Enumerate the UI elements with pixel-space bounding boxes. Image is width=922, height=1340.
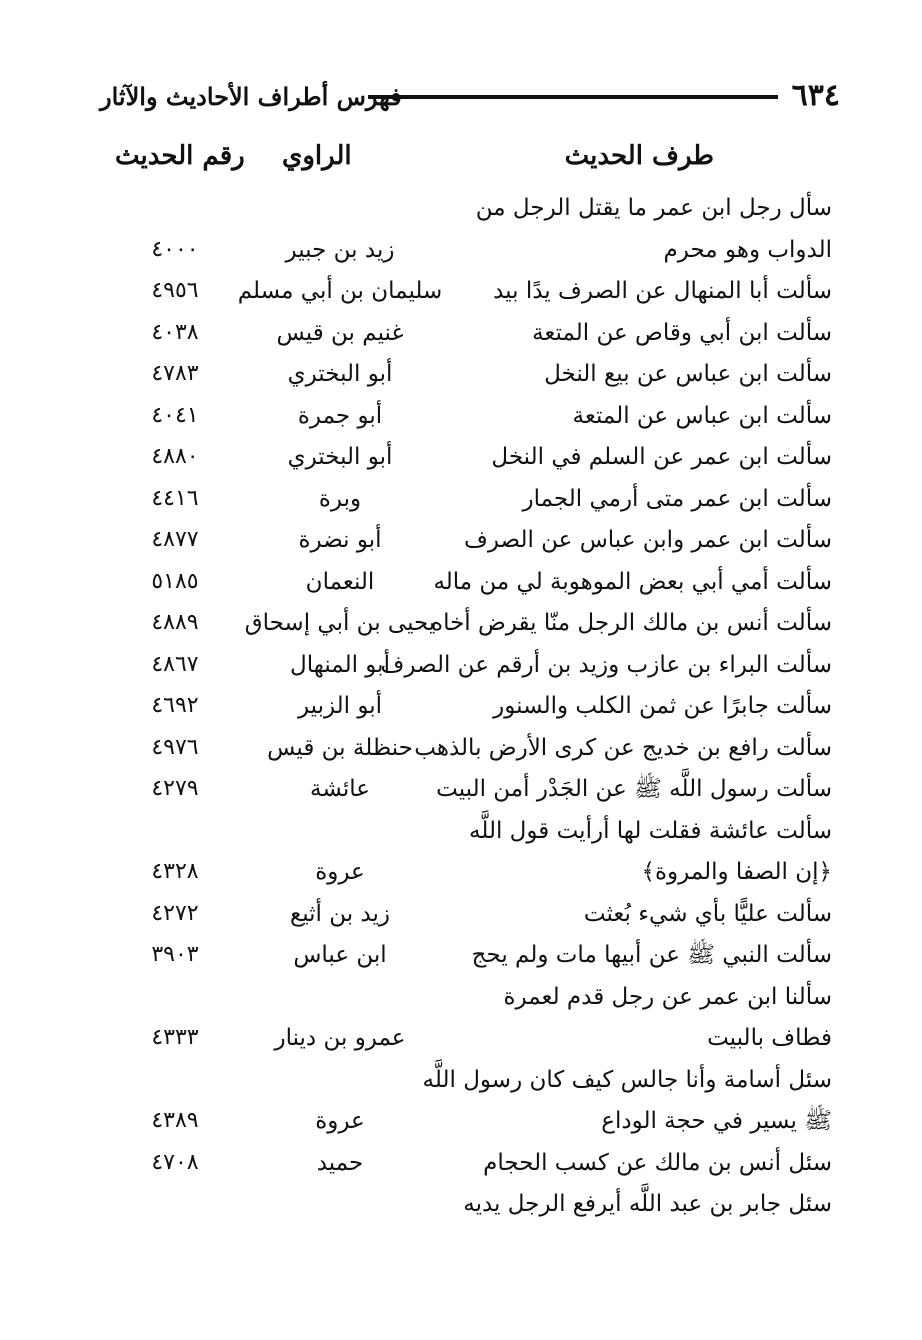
index-row: [100, 188, 840, 230]
narrator-name: ابن عباس: [293, 942, 387, 968]
page-number: ٦٣٤: [791, 78, 840, 113]
index-row: [100, 1184, 840, 1226]
hadith-text: ﷺ يسير في حجة الوداع: [601, 1108, 832, 1134]
hadith-text: سألت أمي أبي بعض الموهوبة لي من ماله: [433, 568, 832, 595]
column-heading-narrator: الراوي: [282, 141, 352, 171]
index-row: [100, 811, 840, 853]
narrator-name: أبو الزبير: [297, 693, 383, 719]
hadith-text: الدواب وهو محرم: [663, 236, 832, 263]
running-title: فهرس أطراف الأحاديث والآثار: [100, 82, 402, 111]
hadith-text: سألت رافع بن خديج عن كرى الأرض بالذهب: [414, 734, 832, 761]
index-row: [100, 562, 840, 604]
index-row: [100, 645, 840, 687]
hadith-text: سألت عليًّا بأي شيء بُعثت: [583, 900, 832, 927]
hadith-number: ٤٣٨٩: [151, 1108, 199, 1133]
hadith-text: سألت أنس بن مالك الرجل منّا يقرض أخاه: [431, 610, 832, 636]
hadith-number: ٣٩٠٣: [151, 942, 199, 967]
index-row: [100, 1143, 840, 1185]
narrator-name: أبو جمرة: [297, 402, 383, 429]
hadith-text: فطاف بالبيت: [707, 1025, 832, 1051]
narrator-name: زيد بن جبير: [285, 236, 395, 263]
hadith-text: ﴿إن الصفا والمروة﴾: [641, 859, 832, 885]
narrator-name: عروة: [315, 1108, 365, 1134]
hadith-text: سألنا ابن عمر عن رجل قدم لعمرة: [503, 983, 832, 1010]
header-rule: [368, 95, 778, 99]
narrator-name: عمرو بن دينار: [274, 1025, 406, 1051]
index-row: [100, 520, 840, 562]
hadith-number: ٤٧٨٣: [151, 361, 199, 386]
hadith-number: ٤٨٨٠: [151, 444, 199, 469]
narrator-name: أبو البختري: [287, 361, 393, 387]
hadith-number: ٤٨٦٧: [151, 651, 199, 677]
hadith-text: سألت ابن عمر متى أرمي الجمار: [522, 485, 832, 512]
column-heading-hadith-text: طرف الحديث: [564, 141, 714, 171]
narrator-name: عائشة: [310, 776, 370, 802]
hadith-number: ٤٠٤١: [151, 402, 199, 428]
hadith-number: ٤٨٧٧: [151, 527, 199, 552]
running-header: [100, 78, 840, 118]
index-row: [100, 230, 840, 272]
hadith-text: سأل رجل ابن عمر ما يقتل الرجل من: [475, 195, 832, 221]
hadith-number: ٤٣٢٨: [151, 859, 199, 884]
index-row: [100, 437, 840, 479]
narrator-name: أبو المنهال: [290, 651, 390, 678]
narrator-name: يحيى بن أبي إسحاق: [244, 610, 436, 636]
index-row: [100, 1060, 840, 1102]
index-row: [100, 271, 840, 313]
hadith-number: ٤٦٩٢: [151, 693, 199, 718]
hadith-text: سألت ابن عباس عن بيع النخل: [544, 361, 832, 387]
hadith-text: سألت النبي ﷺ عن أبيها مات ولم يحج: [471, 942, 832, 968]
narrator-name: غنيم بن قيس: [276, 319, 404, 346]
hadith-number: ٤٢٧٩: [151, 776, 199, 801]
narrator-name: حميد: [316, 1149, 364, 1176]
hadith-text: سألت ابن عمر وابن عباس عن الصرف: [463, 527, 832, 553]
index-row: [100, 1018, 840, 1060]
hadith-number: ٤٤١٦: [151, 485, 199, 511]
hadith-text: سئل جابر بن عبد اللَّه أيرفع الرجل يديه: [463, 1191, 832, 1217]
hadith-number: ٤٨٨٩: [151, 610, 199, 635]
hadith-number: ٤٠٣٨: [151, 319, 199, 345]
narrator-name: النعمان: [305, 568, 375, 595]
hadith-text: سألت عائشة فقلت لها أرأيت قول اللَّه: [469, 817, 832, 844]
narrator-name: وبرة: [318, 485, 362, 512]
index-row: [100, 313, 840, 355]
index-row: [100, 396, 840, 438]
hadith-text: سئل أنس بن مالك عن كسب الحجام: [483, 1149, 832, 1176]
hadith-text: سألت البراء بن عازب وزيد بن أرقم عن الصرف: [380, 651, 832, 678]
hadith-text: سألت جابرًا عن ثمن الكلب والسنور: [493, 693, 832, 719]
index-table: [100, 188, 840, 1226]
hadith-number: ٤٣٣٣: [151, 1025, 199, 1050]
hadith-text: سألت ابن عباس عن المتعة: [572, 402, 832, 429]
index-row: [100, 935, 840, 977]
column-heading-hadith-number: رقم الحديث: [115, 141, 245, 171]
index-row: [100, 354, 840, 396]
index-row: [100, 769, 840, 811]
index-row: [100, 977, 840, 1019]
narrator-name: سليمان بن أبي مسلم: [237, 278, 443, 304]
hadith-text: سألت ابن عمر عن السلم في النخل: [491, 444, 832, 470]
narrator-name: أبو نضرة: [298, 527, 382, 553]
hadith-number: ٤٩٧٦: [151, 734, 199, 760]
hadith-text: سئل أسامة وأنا جالس كيف كان رسول اللَّه: [422, 1066, 832, 1093]
index-row: [100, 1101, 840, 1143]
narrator-name: عروة: [315, 859, 365, 885]
hadith-text: سألت ابن أبي وقاص عن المتعة: [532, 319, 832, 346]
hadith-text: سألت رسول اللَّه ﷺ عن الجَدْر أمن البيت: [436, 776, 832, 802]
narrator-name: أبو البختري: [287, 444, 393, 470]
hadith-number: ٥١٨٥: [151, 568, 199, 594]
hadith-text: سألت أبا المنهال عن الصرف يدًا بيد: [493, 278, 832, 304]
hadith-number: ٤٠٠٠: [151, 236, 199, 262]
narrator-name: زيد بن أثيع: [289, 900, 391, 927]
hadith-number: ٤٩٥٦: [151, 278, 199, 303]
index-row: [100, 852, 840, 894]
hadith-number: ٤٢٧٢: [151, 900, 199, 926]
narrator-name: حنظلة بن قيس: [267, 734, 413, 761]
index-row: [100, 603, 840, 645]
index-row: [100, 894, 840, 936]
hadith-number: ٤٧٠٨: [151, 1149, 199, 1175]
index-row: [100, 728, 840, 770]
index-row: [100, 686, 840, 728]
index-row: [100, 479, 840, 521]
